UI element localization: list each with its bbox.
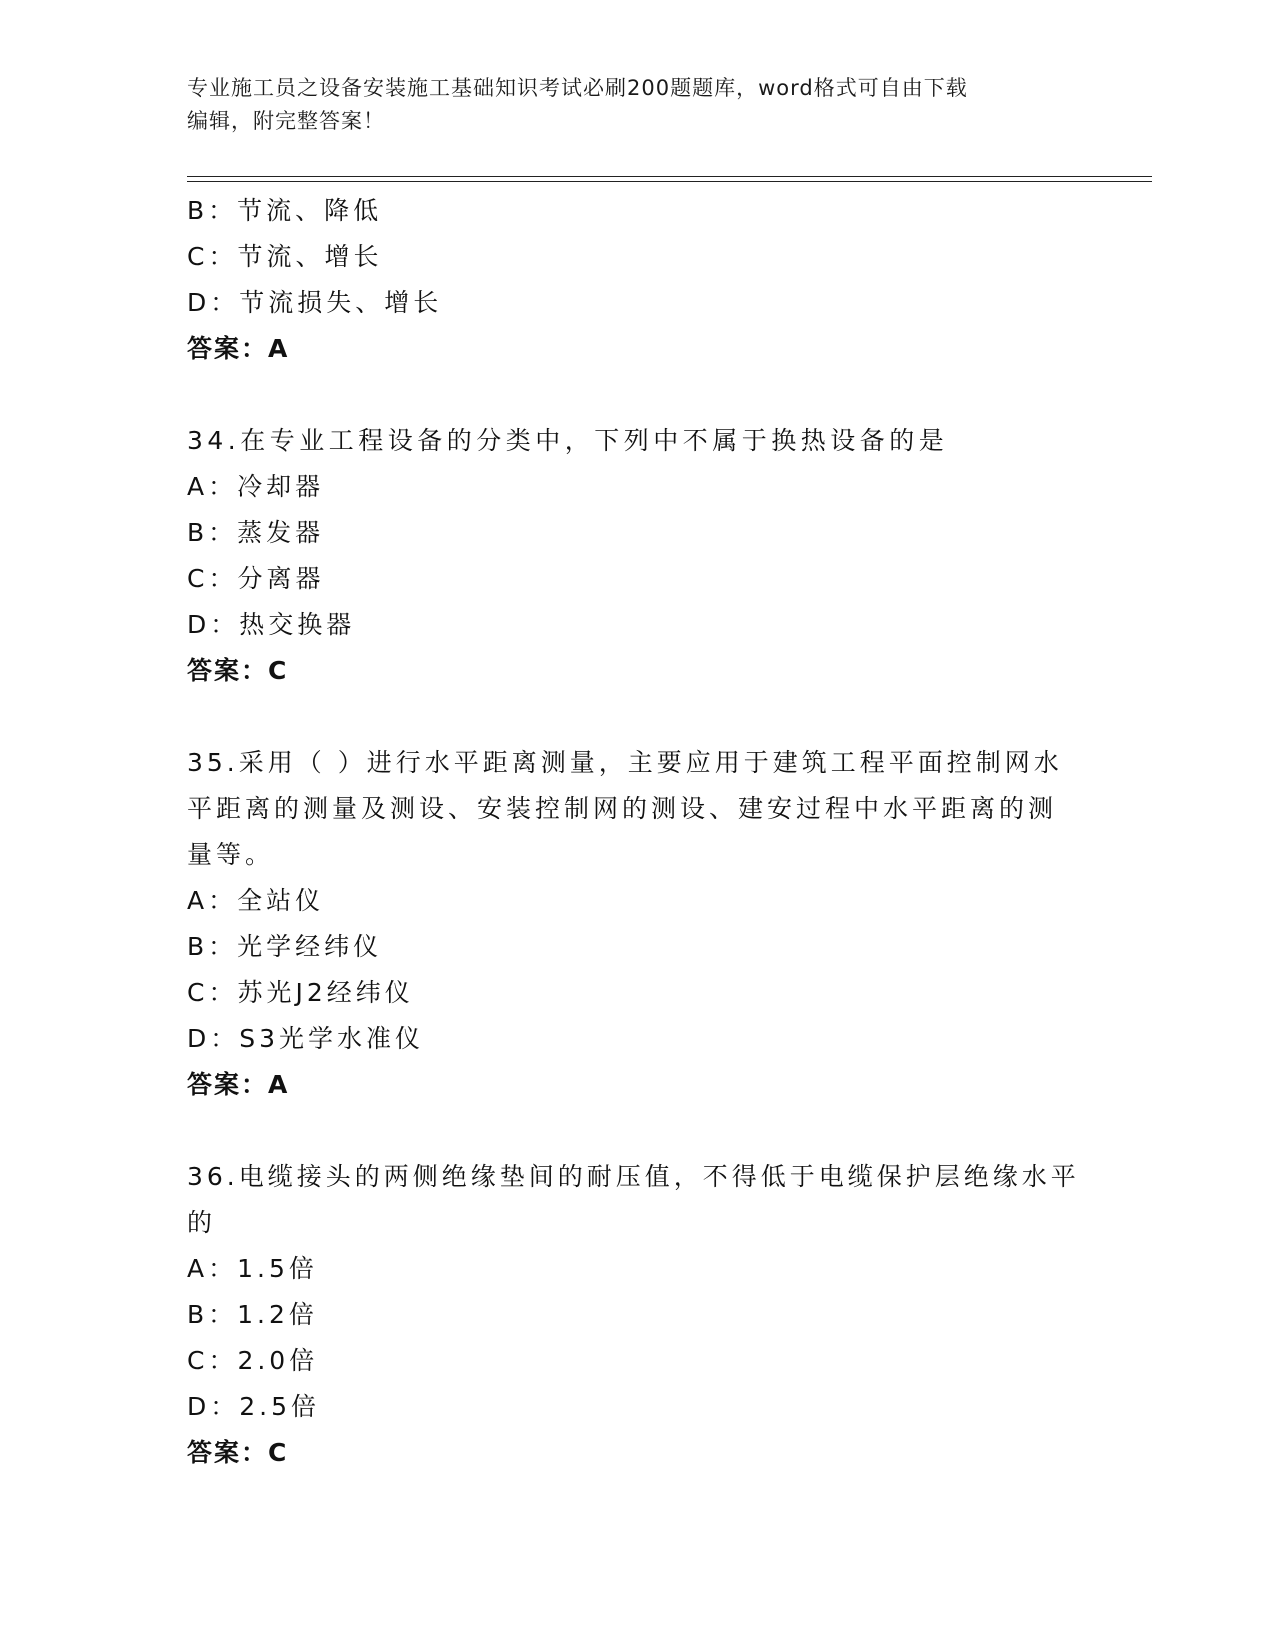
header-title-line-2: 编辑，附完整答案！ <box>187 109 385 133</box>
option-c: C：2.0倍 <box>187 1346 319 1375</box>
question-list <box>187 188 1087 1476</box>
option-a: A：全站仪 <box>187 886 325 915</box>
option-d: D：S3光学水准仪 <box>187 1024 425 1053</box>
option-d: D：节流损失、增长 <box>187 288 443 317</box>
question-stem-line-3: 量等。 <box>187 840 275 869</box>
option-b: B：光学经纬仪 <box>187 932 383 961</box>
option-d: D：2.5倍 <box>187 1392 321 1421</box>
question-stem-line-1: 35.采用（ ）进行水平距离测量，主要应用于建筑工程平面控制网水 <box>187 748 1063 777</box>
header-divider-bottom <box>187 181 1152 182</box>
question-stem-line-2: 的 <box>187 1208 217 1237</box>
option-a: A：1.5倍 <box>187 1254 318 1283</box>
option-b: B：1.2倍 <box>187 1300 318 1329</box>
option-d: D：热交换器 <box>187 610 356 639</box>
answer-line: 答案：A <box>187 1070 290 1099</box>
option-c: C：分离器 <box>187 564 325 593</box>
question-33 <box>187 188 1087 372</box>
answer-line: 答案：A <box>187 334 290 363</box>
header-title-line-1: 专业施工员之设备安装施工基础知识考试必刷200题题库，word格式可自由下载 <box>187 76 968 100</box>
question-stem: 34.在专业工程设备的分类中，下列中不属于换热设备的是 <box>187 426 949 455</box>
question-35 <box>187 740 1087 1108</box>
document-header <box>187 72 1087 138</box>
option-b: B：节流、降低 <box>187 196 383 225</box>
option-a: A：冷却器 <box>187 472 325 501</box>
question-36 <box>187 1154 1087 1476</box>
header-divider-top <box>187 176 1152 177</box>
option-c: C：节流、增长 <box>187 242 383 271</box>
question-stem-line-2: 平距离的测量及测设、安装控制网的测设、建安过程中水平距离的测 <box>187 794 1058 823</box>
answer-line: 答案：C <box>187 1438 289 1467</box>
option-c: C：苏光J2经纬仪 <box>187 978 414 1007</box>
question-stem-line-1: 36.电缆接头的两侧绝缘垫间的耐压值，不得低于电缆保护层绝缘水平 <box>187 1162 1080 1191</box>
answer-line: 答案：C <box>187 656 289 685</box>
option-b: B：蒸发器 <box>187 518 325 547</box>
question-34 <box>187 418 1087 694</box>
